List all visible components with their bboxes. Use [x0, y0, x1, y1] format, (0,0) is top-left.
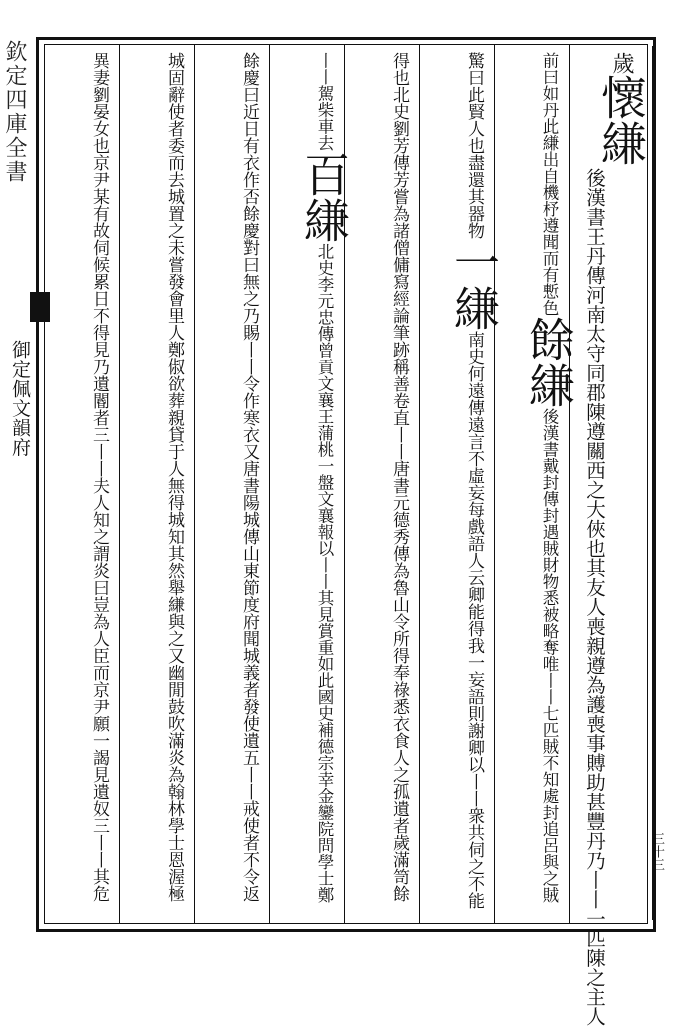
column-rule — [494, 44, 495, 924]
entry-heading: 百縑 — [297, 151, 351, 243]
text-column-7 — [155, 52, 193, 914]
column-text: 南史何遠傳遠言不虛妄每戲語人云卿能得我一妄語則謝卿以丨丨衆共伺之不能 — [464, 331, 484, 909]
left-margin — [0, 0, 46, 963]
column-rule — [119, 44, 120, 924]
text-column-3 — [447, 52, 501, 914]
column-text: 異妻劉晏女也京尹某有故伺候累日不得見乃遺閽者三丨丨夫人知之謂炎曰豈為人臣而京尹願一謁見遺奴三丨丨其危 — [89, 52, 109, 902]
text-column-1b — [574, 168, 612, 1030]
entry-heading: 一縑 — [447, 239, 501, 331]
right-edge-line — [652, 46, 659, 920]
column-text: 北史李元忠傳曾貢文襄王蒲桃一盤文襄報以丨丨其見賞重如此國史補德宗幸金鑾院問學士鄭 — [315, 243, 334, 903]
column-text: 驚曰此賢人也盡還其器物 — [464, 52, 484, 239]
text-column-4 — [380, 52, 418, 914]
book-title: 御定佩文韻府 — [9, 340, 31, 457]
entry-heading: 餘縑 — [522, 316, 576, 408]
column-text: 丨丨駕柴車去 — [315, 52, 334, 151]
text-column-6 — [230, 52, 268, 914]
column-rule — [269, 44, 270, 924]
text-column-8 — [80, 52, 118, 914]
entry-heading: 懷縑 — [594, 74, 648, 166]
text-column-2 — [522, 52, 576, 914]
page-number: 三十三 — [649, 832, 664, 871]
column-text: 後漢書戴封傳封遇賊財物悉被略奪唯丨丨七匹賊不知處封追呂與之賊 — [540, 408, 559, 903]
library-title: 欽定四庫全書 — [2, 40, 27, 184]
column-text: 前曰如丹此縑出自機杼遵聞而有慙色 — [540, 52, 559, 316]
column-rule — [569, 44, 570, 924]
rhyme-marker: 歲 — [609, 52, 634, 74]
column-text: 城固辭使者委而去城置之未嘗發會里人鄭俶欲葬親貸于人無得城知其然舉縑與之又幽閒鼓吹滿炎為翰林學士恩渥極 — [164, 52, 184, 902]
fish-tail-mark — [30, 292, 50, 322]
text-column-5 — [297, 52, 351, 914]
column-text: 得也北史劉芳傳芳嘗為諸僧傭寫經論筆跡稱善卷直丨丨唐書元德秀傳為魯山令所得奉祿悉衣食人之孤遺者歲滿笥餘 — [389, 52, 409, 902]
column-text: 後漢書王丹傳河南太守同郡陳遵關西之大俠也其友人喪親遵為護喪事賻助甚豐丹乃丨丨一匹陳之主人 — [583, 168, 606, 1026]
column-rule — [419, 44, 420, 924]
column-rule — [194, 44, 195, 924]
column-text: 餘慶曰近日有衣作否餘慶對曰無之乃賜丨丨令作寒衣又唐書陽城傳山東節度府聞城義者發使遺五丨丨戒使者不令返 — [239, 52, 259, 902]
